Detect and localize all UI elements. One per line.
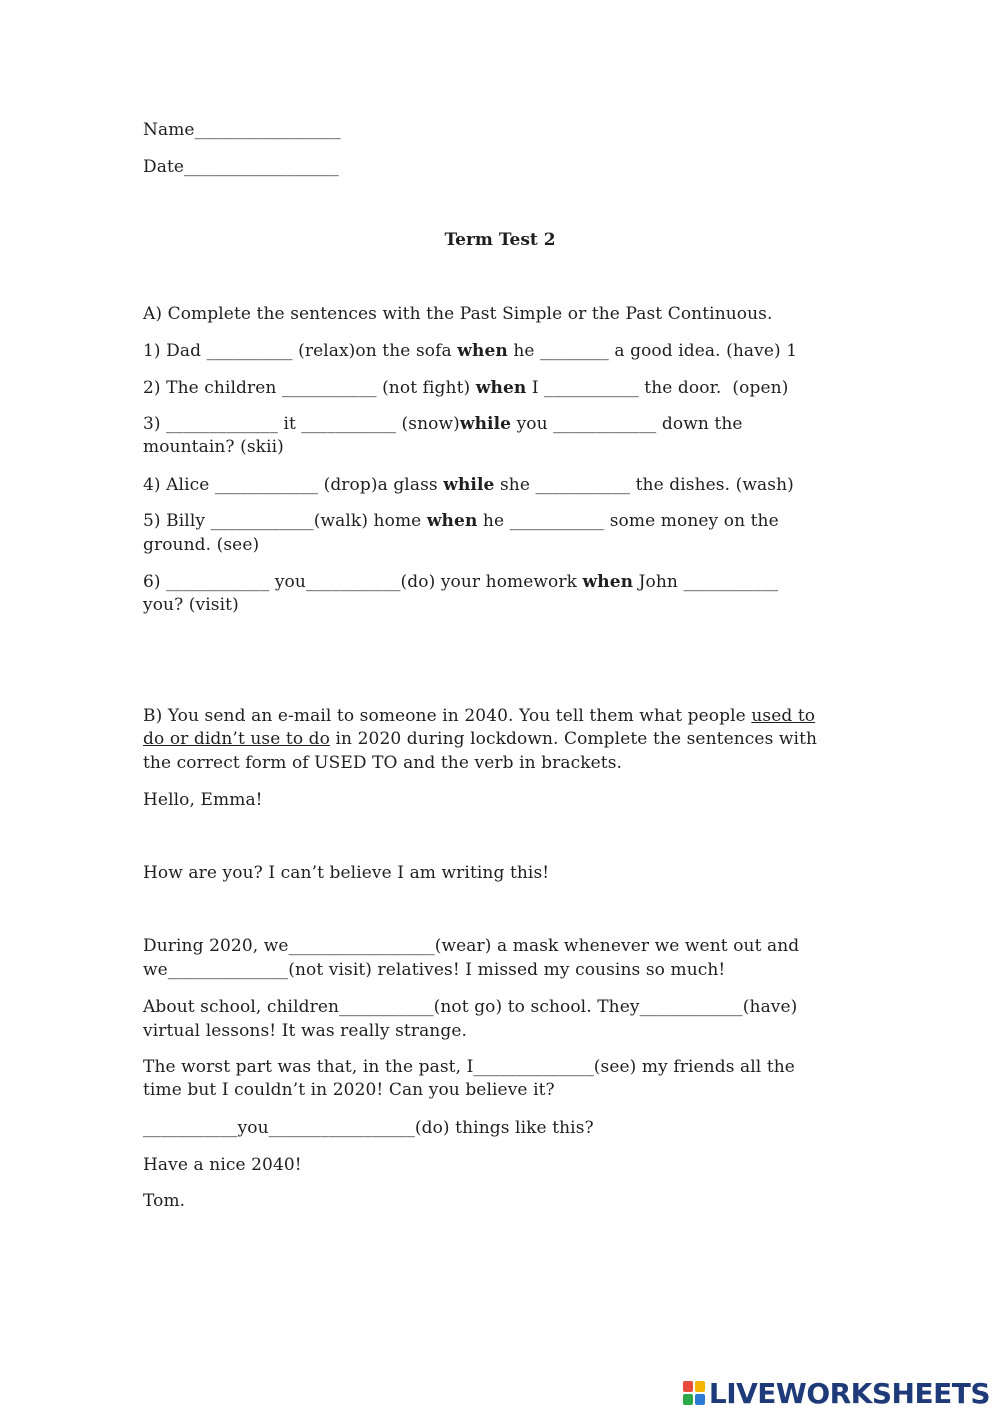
letter-question: ___________you_________________(do) things like this? [143,1118,594,1138]
logo-grid-icon [683,1381,705,1405]
section-a-instructions: A) Complete the sentences with the Past Simple or the Past Continuous. [143,304,773,324]
letter-closing: Have a nice 2040! [143,1155,302,1175]
letter-paragraph-2-line-1: About school, children___________(not go) to school. They____________(have) [143,997,798,1017]
section-b-intro-line-3: the correct form of USED TO and the verb in brackets. [143,753,623,773]
section-b-intro-line-2: do or didn’t use to do in 2020 during lockdown. Complete the sentences with [143,729,818,749]
logo-square-blue [695,1394,705,1405]
exercise-item-3-cont: mountain? (skii) [143,437,284,457]
letter-paragraph-3-line-1: The worst part was that, in the past, I______________(see) my friends all the [143,1057,795,1077]
letter-paragraph-1-line-1: During 2020, we_________________(wear) a mask whenever we went out and [143,936,800,956]
liveworksheets-logo[interactable] [683,1376,990,1410]
letter-signature: Tom. [143,1191,186,1211]
letter-paragraph-2-line-2: virtual lessons! It was really strange. [143,1021,467,1041]
exercise-item-6: 6) ____________ you___________(do) your homework when John ___________ [143,572,779,592]
name-field-line: Name_________________ [143,120,341,140]
letter-paragraph-3-line-2: time but I couldn’t in 2020! Can you believe it? [143,1080,555,1100]
date-field-line: Date__________________ [143,157,339,177]
page-title: Term Test 2 [444,230,556,250]
logo-square-yellow [695,1381,705,1392]
exercise-item-3: 3) _____________ it ___________ (snow)while you ____________ down the [143,414,743,434]
letter-greeting: Hello, Emma! [143,790,263,810]
logo-square-green [683,1394,693,1405]
exercise-item-5: 5) Billy ____________(walk) home when he ___________ some money on the [143,511,779,531]
letter-paragraph-1-line-2: we______________(not visit) relatives! I missed my cousins so much! [143,960,726,980]
exercise-item-6-cont: you? (visit) [143,595,239,615]
exercise-item-1: 1) Dad __________ (relax)on the sofa when he ________ a good idea. (have) 1 [143,341,798,361]
exercise-item-5-cont: ground. (see) [143,535,260,555]
logo-text: LIVEWORKSHEETS [708,1376,990,1410]
exercise-item-4: 4) Alice ____________ (drop)a glass while she ___________ the dishes. (wash) [143,475,794,495]
section-b-intro-line-1: B) You send an e-mail to someone in 2040. You tell them what people used to [143,706,816,726]
exercise-item-2: 2) The children ___________ (not fight) when I ___________ the door. (open) [143,378,789,398]
logo-square-red [683,1381,693,1392]
letter-opening: How are you? I can’t believe I am writing this! [143,863,550,883]
